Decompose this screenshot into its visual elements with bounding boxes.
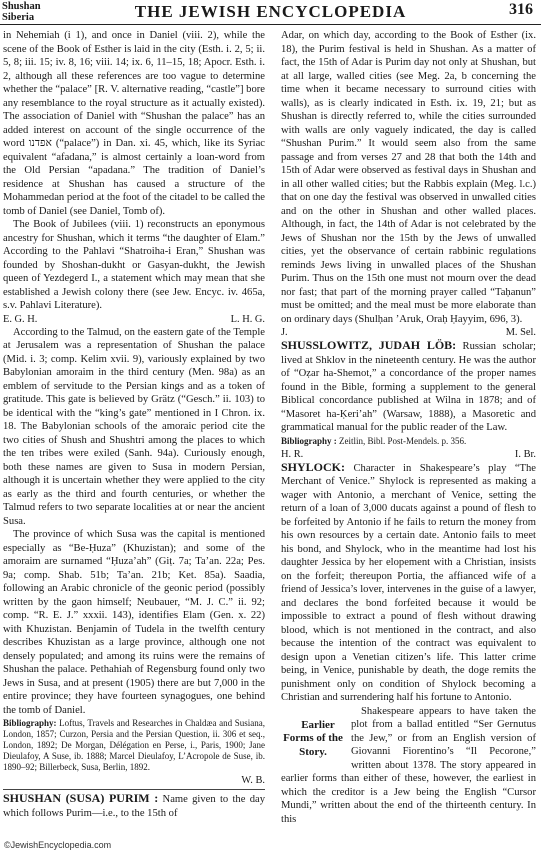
running-head-last: Siberia (2, 12, 35, 23)
bibliography (281, 436, 536, 447)
footer-credit: ©JewishEncyclopedia.com (4, 840, 112, 850)
signature-initials: E. G. H. (3, 313, 38, 325)
entry-start (281, 339, 536, 435)
signature-line (3, 774, 265, 787)
page-title: THE JEWISH ENCYCLOPEDIA (134, 2, 407, 21)
header-rule (0, 24, 541, 25)
running-head-first: Shushan (2, 1, 41, 12)
bibliography-text: Zeitlin, Bibl. Post-Mendels. p. 356. (339, 435, 467, 446)
signature-initials: J. (281, 327, 288, 338)
entry-start (3, 792, 265, 820)
bibliography-text: Loftus, Travels and Researches in Chaldæa and Susiana, London, 1857; Curzon, Persia and the Persian Question, ii. 306 et seq., London, 1892; De Morgan, Délégation en Perse, i., Paris, 1900; Jane Dieulafoy, A Suse, ib. 1888; Marcel Dieulafoy, L’Acropole de Suse, ib. 1890–92; Billerbeck, Susa, Berlin, 1892. (3, 718, 266, 772)
entry-text: Name given to the day which follows Purim—i.e., to the 15th of (3, 794, 265, 819)
entry-text: Russian scholar; lived at Shklov in the nineteenth century. He was the author of “Oẓar ha-Shemot,” a concordance of the proper names found in the Bible, forming a supplement to the general Biblical concordance published at Wilna in 1878; and of “Masoret ha-Ḳeri’ah” (Warsaw, 1888), a Masoretic and grammatical manual for the public reader of the Law. (281, 341, 536, 433)
paragraph: The Book of Jubilees (viii. 1) reconstructs an eponymous ancestry for Shushan, which it terms “the daughter of Elam.” According to the Pahlavi “Shatroiha-i Eran,” Shushan was founded by Shoshan-dukht or Gasyan-dukht, the Jewish queen of Yezdegerd I., a statement which may mean that she established a Jewish colony there (see Jew. Encyc. iv. 465a, s.v. Pahlavi Literature). (3, 219, 265, 311)
bibliography-label: Bibliography : (281, 435, 337, 446)
entry-divider (3, 789, 265, 790)
paragraph: According to the Talmud, on the eastern gate of the Temple at Jerusalem was a representation of Shushan the palace (Mid. i. 3; comp. Kelim xvii. 9), variously explained by two Babylonian amoraim in the third century (Men. 98a) as an emblem of servitude to the Persian kings and as a token of gratitude. This gate is believed by Grätz (“Gesch.” ii. 103) to be identical with the “king’s gate” mentioned in I Chron. ix. 18. The Babylonian schools of the amoraic period cite the two cities of Shush and Shushtri among the places to which the ten tribes were exiled (Sanh. 94a). Curiously enough, both these names are given to Susa in modern Persian, although it is uncertain whether they were applied to the city as early as the third and fourth centuries, or whether the Talmud refers to two separate localities at or near the ancient Susa. (3, 326, 265, 527)
bibliography (3, 718, 265, 773)
headword: SHYLOCK: (281, 459, 346, 474)
signature-line (3, 313, 265, 326)
bibliography-label: Bibliography: (3, 718, 57, 728)
margin-note: Earlier Forms of the Story. (283, 718, 343, 758)
signature-initials: H. R. (281, 448, 304, 460)
page-header (0, 0, 541, 30)
paragraph: Adar, on which day, according to the Book of Esther (ix. 18), the Purim festival is held in Shushan. As a matter of fact, the 15th of Adar is Purim day not only at Shushan, but at all large, walled cities (see Meg. 2a, b concerning the time when it became necessary to surround cities with walls), as is clearly indicated in Esth. ix. 19, 21; but as Shushan is directly referred to, while the cities surrounded with walls are only vaguely indicated, the day is called “Shushan Purim.” It would seem also from the same passage and from verses 27 and 28 that both the 14th and 15th of Adar were observed as festival days in Shushan and in all other walled cities; but the Rabbis explain (Meg. l.c.) that on one day the festival was observed in unwalled cities and on the other in Shushan and other walled places. Although, in fact, the 14th of Adar is not celebrated by the Jews of Shushan nor the 15th by the Jews of unwalled cities, yet the observance of certain rabbinic regulations reminds Jews living in unwalled places of the Shushan Purim. Thus on the 15th one must not mourn over the dead nor fast; that part of the morning prayer called “Taḥanun” must be omitted; and the meal must be more elaborate than on ordinary days (Shulḥan ’Aruk, Oraḥ Ḥayyim, 696, 3). (281, 30, 536, 325)
signature-author: W. B. (241, 775, 265, 786)
entry-start (281, 461, 536, 705)
paragraph-text: Shakespeare appears to have taken the plot from a ballad entitled “Ser Gernutus the Jew,” or from an English version of Giovanni Fiorentino’s “Il Pecorone,” written about 1378. The story appeared in earlier forms than either of these, however, the earliest in which the creditor is a Jew being the English “Cursor Mundi,” written about the end of the thirteenth century. In this (281, 705, 536, 825)
headword: SHUSHAN (SUSA) PURIM : (3, 791, 159, 805)
signature-author: L. H. G. (230, 313, 265, 325)
signature-author: I. Br. (514, 448, 536, 460)
paragraph: in Nehemiah (i 1), and once in Daniel (viii. 2), while the scene of the Book of Esther is laid in the city (Esth. i. 2, 5; ii. 5, 8; iii. 15; iv. 8, 16; viii. 14; ix. 6, 11–15, 18; Apocr. Esth. i. 2, although all these references are too vague to determine whether the “palace” [R. V. alternative reading, “castle”] bore any resemblance to the royal structure as it actually existed). The association of Daniel with “Shushan the palace” has an added interest on account of the single occurrence of the word אפדנו (“palace”) in Dan. xi. 45, which, like its Syriac equivalent “afadana,” is almost certainly a loan-word from the Old Persian “apadana.” The tradition of Daniel’s residence at Shushan has caused a structure of the Mohammedan period at the foot of the citadel to be called the tomb of Daniel (see Daniel, Tomb of). (3, 30, 266, 217)
page-number: 316 (509, 1, 533, 18)
entry-text: Character in Shakespeare’s play “The Merchant of Venice.” Shylock is represented as making a wager with Antonio, a merchant of Venice, setting the return of a loan of 3,000 ducats against a pound of flesh to be forfeited by Antonio if he fails to return the money from his own resources by a certain date. Antonio fails to meet his bond, and Shylock, who in the meantime had lost his daughter Jessica by her elopement with a Christian, insists on the forfeit; thereupon Portia, the affianced wife of a friend of Jessica’s lover, intervenes in the guise of a lawyer, and declares the bond forfeited because it would be impossible to extract a pound of flesh without drawing blood, which is not mentioned in the contract, and also because the intention of the contract was equivalent to design upon a Venetian citizen’s life. This latter crime being, in Venice, punishable by death, the doge remits the punishment only on condition of Shylock becoming a Christian and surrendering half his fortune to Antonio. (281, 462, 536, 703)
left-column (3, 29, 265, 820)
paragraph: The province of which Susa was the capital is mentioned especially as “Be-Ḥuza” (Khuzistan); and some of the amoraim are surnamed “Ḥuza’ah” (Giṭ. 7a; Ta’an. 22a; Pes. 9a; comp. Shab. 51b; Ta’an. 21b; Ket. 85a). Saadia, following an Arabic chronicle of the geonic period (possibly written by the gaon himself; Neubauer, “M. J. C.” ii. 92; comp. “R. E. J.” xxxii. 143), identifies Elam (Gen. x. 22) with Khuzistan. Benjamin of Tudela in the twelfth century describes Khuzistan as a large province, although one not densely populated; and among its ruins were the remains of Shushan the palace. Pethahiah of Regensburg found only two Jews in Susa, and at present (1905) there are but 7,000 in the entire province; they have fourteen synagogues, one behind the tomb of Daniel. (3, 529, 265, 716)
headword: SHUSSLOWITZ, JUDAH LÖB: (281, 338, 457, 352)
right-column (281, 29, 536, 826)
paragraph-with-margin-note (281, 705, 536, 827)
signature-author: M. Sel. (505, 327, 536, 338)
